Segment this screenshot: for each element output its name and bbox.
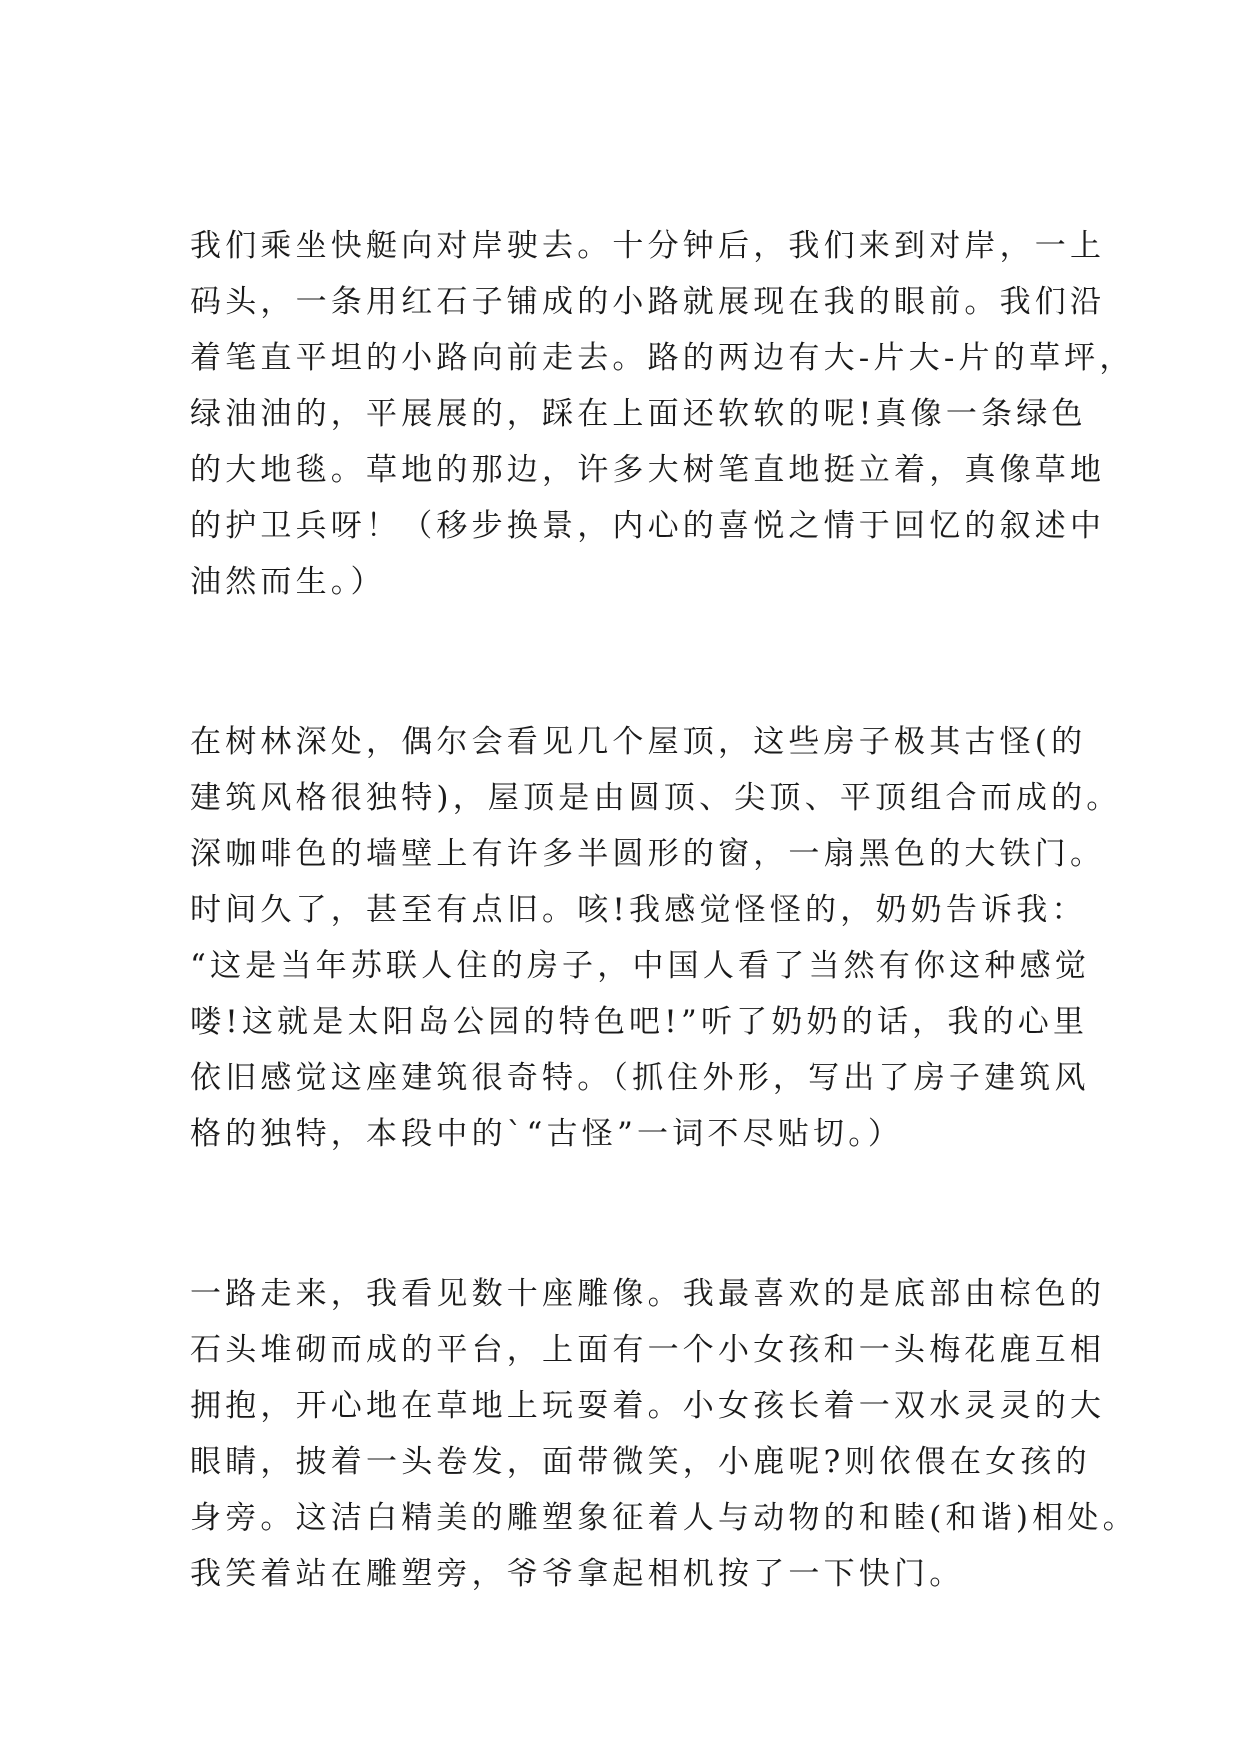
text-line: 油然而生。） [190,564,386,600]
text-line: 格的独特，本段中的`“古怪”一词不尽贴切。） [190,1116,904,1152]
document-body [190,218,1138,1602]
text-line: 绿油油的，平展展的，踩在上面还软软的呢!真像一条绿色 [190,396,1087,432]
text-line: 身旁。这洁白精美的雕塑象征着人与动物的和睦(和谐)相处。 [190,1500,1138,1536]
text-line: 依旧感觉这座建筑很奇特。（抓住外形，写出了房子建筑风 [190,1060,1090,1096]
text-line: 我笑着站在雕塑旁，爷爷拿起相机按了一下快门。 [190,1556,965,1592]
text-line: 石头堆砌而成的平台，上面有一个小女孩和一头梅花鹿互相 [190,1332,1106,1368]
text-line: 着笔直平坦的小路向前走去。路的两边有大-片大-片的草坪， [190,340,1135,376]
text-line: 的护卫兵呀！（移步换景，内心的喜悦之情于回忆的叙述中 [190,508,1106,544]
paragraph-3 [190,1266,1138,1602]
text-line: 深咖啡色的墙壁上有许多半圆形的窗，一扇黑色的大铁门。 [190,836,1106,872]
text-line: 拥抱，开心地在草地上玩耍着。小女孩长着一双水灵灵的大 [190,1388,1106,1424]
text-line: 我们乘坐快艇向对岸驶去。十分钟后，我们来到对岸，一上 [190,228,1106,264]
text-line: 的大地毯。草地的那边，许多大树笔直地挺立着，真像草地 [190,452,1106,488]
text-line: 一路走来，我看见数十座雕像。我最喜欢的是底部由棕色的 [190,1276,1106,1312]
text-line: 码头，一条用红石子铺成的小路就展现在我的眼前。我们沿 [190,284,1106,320]
text-line: 喽!这就是太阳岛公园的特色吧!”听了奶奶的话，我的心里 [190,1004,1089,1040]
text-line: 建筑风格很独特)，屋顶是由圆顶、尖顶、平顶组合而成的。 [190,780,1122,816]
paragraph-1 [190,218,1135,610]
text-line: 眼睛，披着一头卷发，面带微笑，小鹿呢?则依偎在女孩的 [190,1444,1091,1480]
text-line: 在树林深处，偶尔会看见几个屋顶，这些房子极其古怪(的 [190,724,1087,760]
text-line: “这是当年苏联人住的房子，中国人看了当然有你这种感觉 [190,948,1091,984]
paragraph-2 [190,714,1122,1162]
text-line: 时间久了，甚至有点旧。咳!我感觉怪怪的，奶奶告诉我： [190,892,1087,928]
